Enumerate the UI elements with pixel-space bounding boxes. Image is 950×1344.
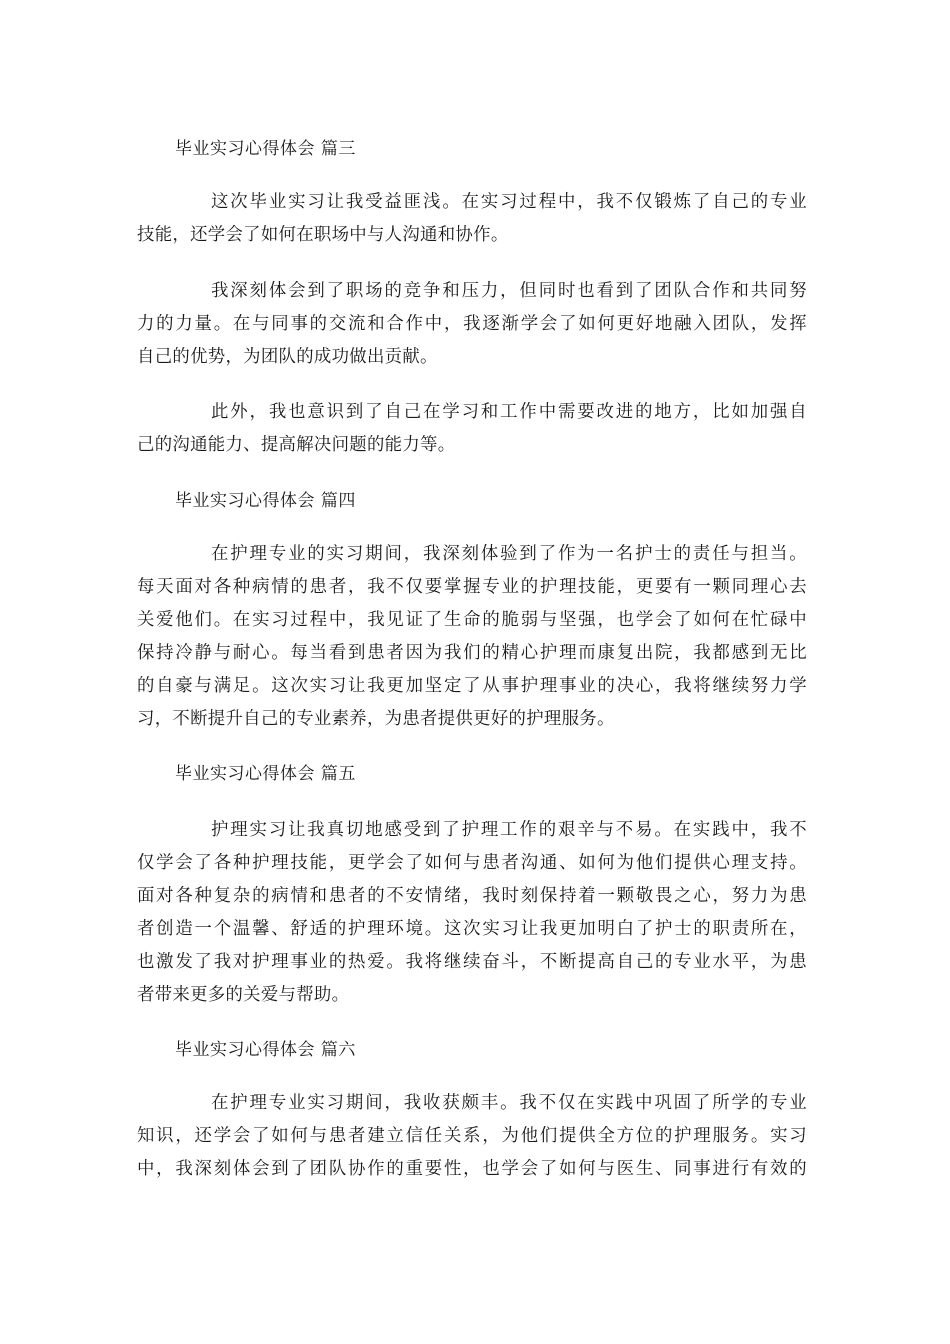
text-line: 面对各种复杂的病情和患者的不安情绪，我时刻保持着一颗敬畏之心，努力为患 bbox=[137, 886, 807, 906]
section-title: 毕业实习心得体会 篇六 bbox=[175, 1040, 356, 1060]
text-line: 自己的优势，为团队的成功做出贡献。 bbox=[137, 347, 438, 367]
text-line: 在护理专业实习期间，我收获颇丰。我不仅在实践中巩固了所学的专业 bbox=[211, 1093, 807, 1113]
text-line: 仅学会了各种护理技能，更学会了如何与患者沟通、如何为他们提供心理支持。 bbox=[137, 853, 807, 873]
text-line: 知识，还学会了如何与患者建立信任关系，为他们提供全方位的护理服务。实习 bbox=[137, 1126, 807, 1146]
text-line: 技能，还学会了如何在职场中与人沟通和协作。 bbox=[137, 225, 509, 245]
text-line: 保持冷静与耐心。每当看到患者因为我们的精心护理而康复出院，我都感到无比 bbox=[137, 643, 807, 663]
paragraph bbox=[137, 396, 807, 462]
text-line: 习，不断提升自己的专业素养，为患者提供更好的护理服务。 bbox=[137, 709, 615, 729]
text-line: 关爱他们。在实习过程中，我见证了生命的脆弱与坚强，也学会了如何在忙碌中 bbox=[137, 610, 807, 630]
text-line: 每天面对各种病情的患者，我不仅要掌握专业的护理技能，更要有一颗同理心去 bbox=[137, 577, 807, 597]
paragraph bbox=[137, 538, 807, 736]
paragraph bbox=[137, 186, 807, 252]
paragraph bbox=[137, 275, 807, 374]
section-title: 毕业实习心得体会 篇五 bbox=[175, 764, 356, 784]
text-line: 这次毕业实习让我受益匪浅。在实习过程中，我不仅锻炼了自己的专业 bbox=[211, 192, 807, 212]
section-title: 毕业实习心得体会 篇四 bbox=[175, 491, 356, 511]
text-line: 的自豪与满足。这次实习让我更加坚定了从事护理事业的决心，我将继续努力学 bbox=[137, 676, 807, 696]
text-line: 也激发了我对护理事业的热爱。我将继续奋斗，不断提高自己的专业水平，为患 bbox=[137, 952, 807, 972]
text-line: 此外，我也意识到了自己在学习和工作中需要改进的地方，比如加强自 bbox=[211, 402, 807, 422]
text-line: 力的力量。在与同事的交流和合作中，我逐渐学会了如何更好地融入团队，发挥 bbox=[137, 314, 807, 334]
text-line: 护理实习让我真切地感受到了护理工作的艰辛与不易。在实践中，我不 bbox=[211, 820, 807, 840]
paragraph bbox=[137, 814, 807, 1012]
text-line: 我深刻体会到了职场的竞争和压力，但同时也看到了团队合作和共同努 bbox=[211, 281, 807, 301]
text-line: 者创造一个温馨、舒适的护理环境。这次实习让我更加明白了护士的职责所在， bbox=[137, 919, 807, 939]
text-line: 己的沟通能力、提高解决问题的能力等。 bbox=[137, 435, 456, 455]
section-title: 毕业实习心得体会 篇三 bbox=[175, 139, 356, 159]
paragraph bbox=[137, 1087, 807, 1186]
text-line: 者带来更多的关爱与帮助。 bbox=[137, 985, 350, 1005]
text-line: 中，我深刻体会到了团队协作的重要性，也学会了如何与医生、同事进行有效的 bbox=[137, 1159, 807, 1179]
text-line: 在护理专业的实习期间，我深刻体验到了作为一名护士的责任与担当。 bbox=[211, 544, 807, 564]
